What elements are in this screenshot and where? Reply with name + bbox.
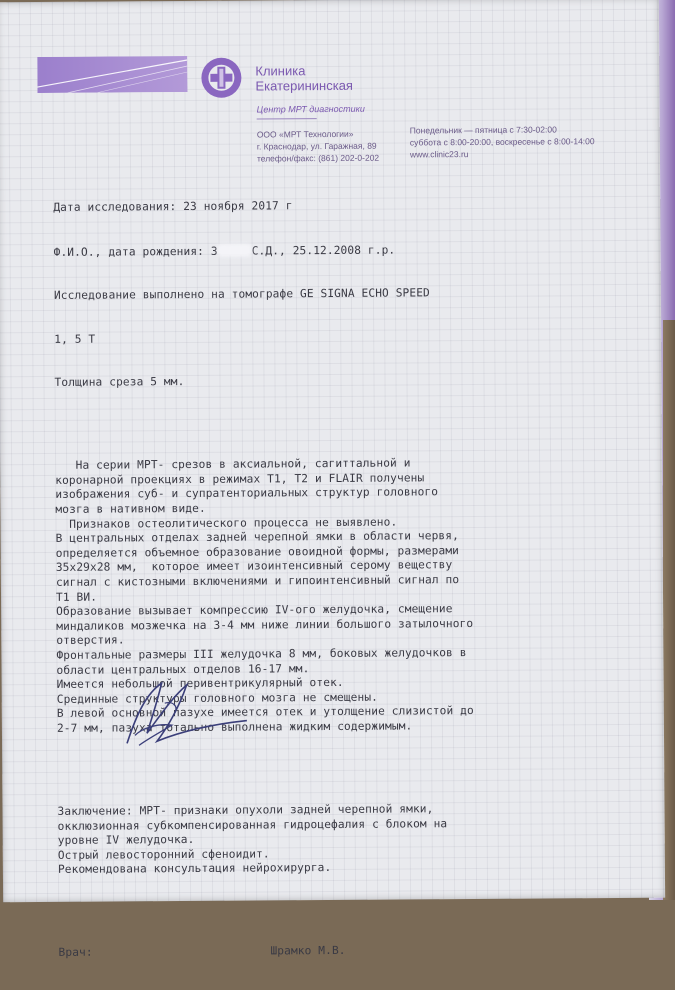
org-line: телефон/факс: (861) 202-0-202	[256, 152, 380, 164]
clinic-name	[255, 63, 353, 94]
description-line: миндаликов мозжечка на 3-4 мм ниже линии большого затылочного	[56, 616, 474, 633]
table-edge	[663, 320, 675, 900]
patient-line	[54, 241, 634, 260]
center-name: Центр МРТ диагностики	[256, 103, 365, 115]
description-line: отверстия.	[56, 633, 125, 648]
description-line: Имеется небольшой перивентрикулярный отек.	[56, 676, 344, 692]
clinic-name-line2: Екатерининская	[255, 77, 353, 94]
signature-icon	[117, 673, 258, 754]
description-line: коронарной проекциях в режимах Т1, Т2 и FLAIR получены	[55, 471, 425, 487]
exam-date: Дата исследования: 23 ноября 2017 г	[53, 199, 293, 215]
description-line: Срединные структуры головного мозга не смещены.	[56, 690, 379, 706]
scanner-line: Исследование выполнено на томографе GE SIGNA ECHO SPEED	[53, 286, 430, 302]
conclusion-line: окклюзионная субкомпенсированная гидроцефалия с блоком на	[57, 816, 448, 833]
doctor-name: Шрамко М.В.	[270, 944, 346, 958]
scanner-field: 1, 5 Т	[54, 332, 96, 346]
header-banner	[37, 56, 187, 93]
conclusion-line: Рекомендована консультация нейрохирурга.	[57, 861, 332, 877]
clinic-name-line1: Клиника	[255, 63, 306, 79]
redaction-blur	[218, 244, 252, 257]
description-line: области центральных отделов 16-17 мм.	[56, 661, 310, 677]
description-line: На серии МРТ- срезов в аксиальной, сагиттальной и	[55, 456, 411, 473]
slice-thickness: Толщина среза 5 мм.	[54, 375, 185, 390]
description-line: сигнал с кистозными включениями и гипоинтенсивный сигнал по	[55, 573, 460, 589]
report-body	[53, 168, 639, 990]
description-line: Фронтальные размеры III желудочка 8 мм, боковых желудочков в	[56, 646, 467, 662]
conclusion-line: Острый левосторонний сфеноидит.	[57, 847, 270, 862]
hours-line: суббота с 8:00-20:00, воскресенье с 8:00-14:00	[409, 136, 595, 148]
conclusion-block	[57, 801, 637, 878]
working-hours	[410, 123, 595, 160]
conclusion-line: уровне IV желудочка.	[57, 833, 195, 848]
hours-line: Понедельник — пятница с 7:30-02:00	[409, 124, 557, 136]
org-info	[257, 128, 379, 165]
clinic-logo-icon	[200, 57, 242, 99]
org-line: ООО «МРТ Технологии»	[256, 128, 354, 140]
description-line: 2-7 мм, пазуха тотально выполнена жидким содержимым.	[56, 719, 413, 735]
patient-prefix: Ф.И.О., дата рождения: З	[53, 244, 218, 259]
description-line: определяется объемное образование овоидной формы, размерами	[55, 543, 460, 560]
description-line: мозга в нативном виде.	[55, 501, 206, 516]
description-line: Признаков остеолитического процесса не выявлено.	[55, 515, 398, 531]
header-divider	[257, 118, 317, 119]
conclusion-line: Заключение: МРТ- признаки опухоли задней черепной ямки,	[57, 802, 434, 818]
website-link: www.clinic23.ru	[409, 149, 469, 160]
patient-suffix: С.Д., 25.12.2008 г.р.	[251, 243, 396, 258]
description-line: Т1 ВИ.	[55, 590, 98, 604]
description-line: изображения суб- и супратенториальных структур головного	[55, 485, 439, 502]
description-line: В левой основной пазухе имеется отек и утолщение слизистой до	[56, 704, 474, 721]
description-line: Образование вызывает компрессию IV-ого желудочка, смещение	[56, 602, 453, 619]
description-line: 35х29х28 мм, которое имеет изоинтенсивный серому веществу	[55, 558, 453, 575]
description-line: В центральных отделах задней черепной ямки в области червя,	[55, 529, 459, 546]
doctor-label: Врач:	[58, 945, 93, 960]
org-line: г. Краснодар, ул. Гаражная, 89	[256, 140, 377, 152]
doctor-line	[58, 942, 638, 961]
